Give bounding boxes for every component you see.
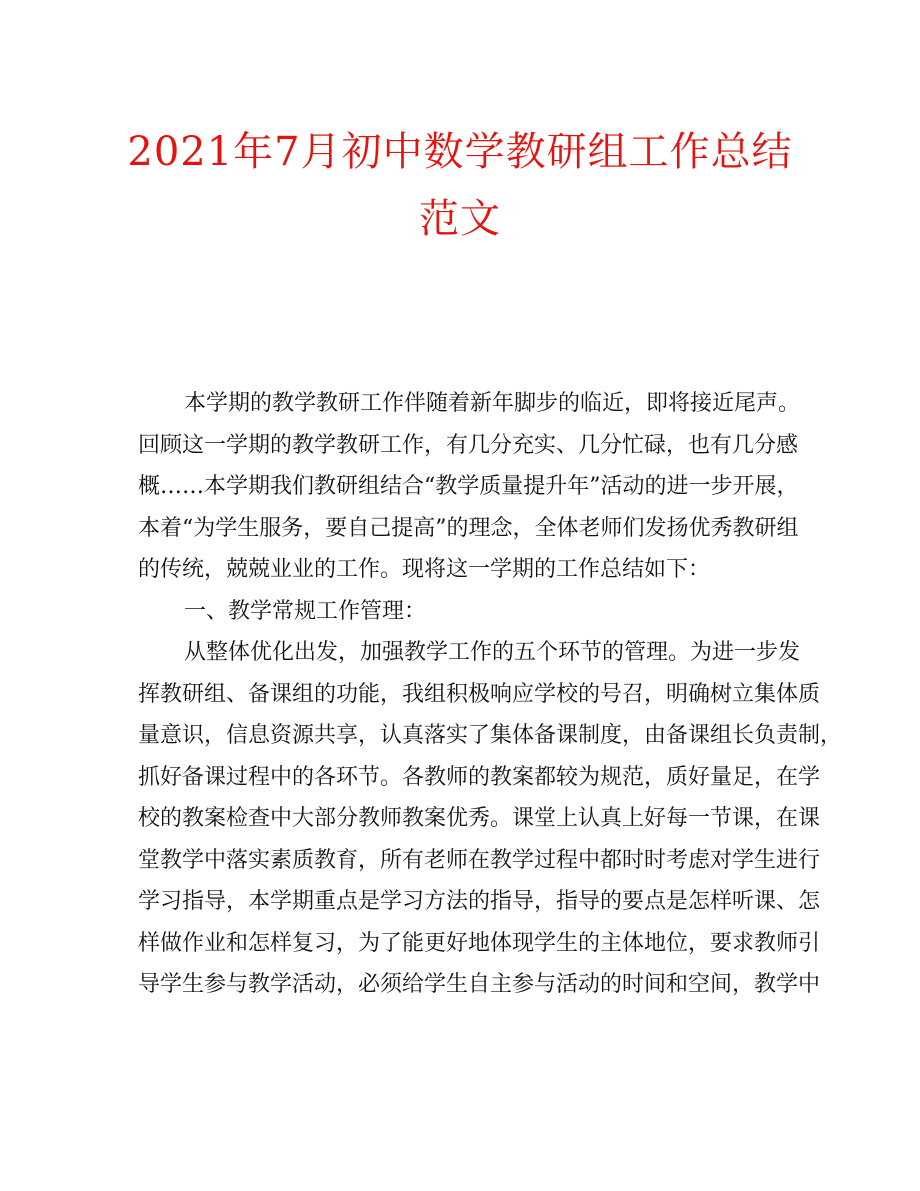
body-line: 量意识，信息资源共享，认真落实了集体备课制度，由备课组长负责制， bbox=[138, 723, 843, 748]
body-line: 抓好备课过程中的各环节。各教师的教案都较为规范，质好量足，在学 bbox=[138, 764, 821, 790]
body-line: 概……本学期我们教研组结合“教学质量提升年”活动的进一步开展， bbox=[138, 474, 799, 499]
body-line: 样做作业和怎样复习，为了能更好地体现学生的主体地位，要求教师引 bbox=[138, 930, 821, 956]
document-title-line-2: 范文 bbox=[419, 196, 501, 242]
body-line: 本着“为学生服务，要自己提高”的理念，全体老师们发扬优秀教研组 bbox=[138, 515, 799, 541]
body-line: 堂教学中落实素质教育，所有老师在教学过程中都时时考虑对学生进行 bbox=[138, 847, 821, 873]
body-line: 导学生参与教学活动，必须给学生自主参与活动的时间和空间，教学中 bbox=[138, 972, 821, 997]
body-line: 校的教案检查中大部分教师教案优秀。课堂上认真上好每一节课，在课 bbox=[138, 806, 821, 831]
body-line: 从整体优化出发，加强教学工作的五个环节的管理。为进一步发 bbox=[184, 640, 801, 665]
document-title-line-1: 2021年7月初中数学教研组工作总结 bbox=[127, 129, 793, 175]
document-body bbox=[138, 383, 843, 1006]
body-line: 回顾这一学期的教学教研工作，有几分充实、几分忙碌，也有几分感 bbox=[138, 432, 799, 458]
body-line: 挥教研组、备课组的功能，我组积极响应学校的号召，明确树立集体质 bbox=[138, 681, 821, 707]
section-heading: 一、教学常规工作管理： bbox=[184, 598, 427, 624]
body-line: 学习指导，本学期重点是学习方法的指导，指导的要点是怎样听课、怎 bbox=[138, 889, 821, 914]
body-line: 的传统，兢兢业业的工作。现将这一学期的工作总结如下： bbox=[138, 557, 711, 582]
body-line: 本学期的教学教研工作伴随着新年脚步的临近，即将接近尾声。 bbox=[184, 391, 801, 416]
